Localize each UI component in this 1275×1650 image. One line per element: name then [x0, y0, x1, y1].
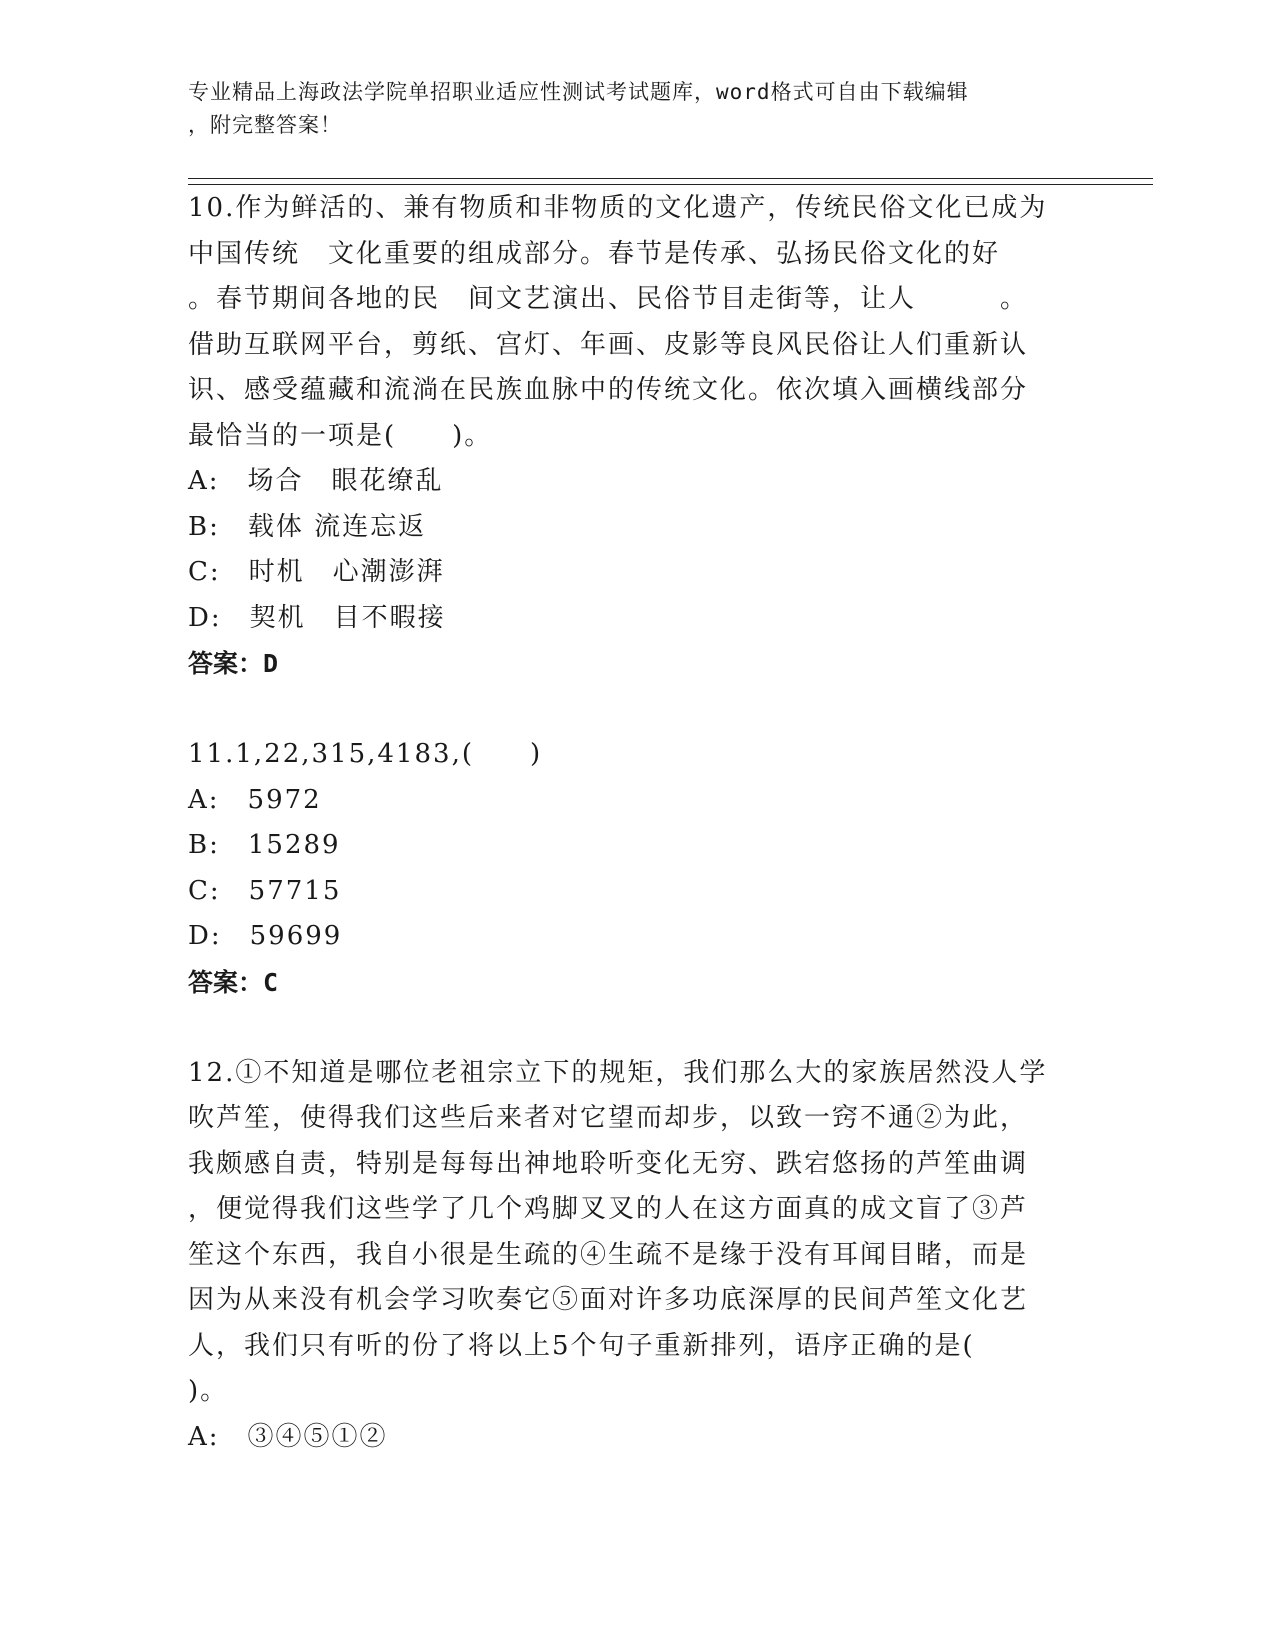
question-text-line: 最恰当的一项是( )。	[188, 420, 493, 451]
question-text-line: 笙这个东西，我自小很是生疏的④生疏不是缘于没有耳闻目睹，而是	[188, 1239, 1029, 1270]
question-text-line: 吹芦笙，使得我们这些后来者对它望而却步，以致一窍不通②为此，	[188, 1103, 1029, 1133]
header-divider-bottom	[188, 184, 1153, 185]
option-c: C: 时机 心潮澎湃	[188, 557, 445, 587]
question-10	[188, 186, 1088, 687]
header-line-2: ，附完整答案！	[188, 113, 342, 137]
question-text-line: ，便觉得我们这些学了几个鸡脚叉叉的人在这方面真的成文盲了③芦	[188, 1194, 1029, 1224]
question-text-line: 10.作为鲜活的、兼有物质和非物质的文化遗产，传统民俗文化已成为	[188, 193, 1048, 223]
document-header	[188, 76, 1068, 142]
question-text-line: )。	[188, 1376, 229, 1406]
question-text-line: 12.①不知道是哪位老祖宗立下的规矩，我们那么大的家族居然没人学	[188, 1057, 1048, 1088]
question-text-line: 11.1,22,315,4183,( )	[188, 739, 543, 769]
option-d: D: 59699	[188, 921, 343, 951]
option-a: A: 场合 眼花缭乱	[188, 466, 444, 496]
question-list	[188, 186, 1088, 1460]
question-text-line: 。春节期间各地的民 间文艺演出、民俗节目走街等，让人 。	[188, 284, 1029, 314]
question-text-line: 我颇感自责，特别是每每出神地聆听变化无穷、跌宕悠扬的芦笙曲调	[188, 1148, 1029, 1179]
option-d: D: 契机 目不暇接	[188, 602, 446, 633]
question-text-line: 因为从来没有机会学习吹奏它⑤面对许多功底深厚的民间芦笙文化艺	[188, 1285, 1029, 1315]
spacer	[188, 687, 1088, 733]
answer-line: 答案：C	[188, 967, 279, 997]
question-text-line: 人，我们只有听的份了将以上5个句子重新排列，语序正确的是(	[188, 1330, 975, 1361]
option-c: C: 57715	[188, 875, 342, 906]
question-text-line: 识、感受蕴藏和流淌在民族血脉中的传统文化。依次填入画横线部分	[188, 375, 1029, 405]
question-text-line: 中国传统 文化重要的组成部分。春节是传承、弘扬民俗文化的好	[188, 238, 1001, 269]
option-a: A: ③④⑤①②	[188, 1421, 388, 1452]
option-b: B: 15289	[188, 830, 341, 860]
header-line-1: 专业精品上海政法学院单招职业适应性测试考试题库，word格式可自由下载编辑	[188, 80, 969, 104]
answer-line: 答案：D	[188, 649, 279, 678]
header-divider-top	[188, 178, 1153, 179]
question-11	[188, 732, 1088, 1005]
spacer	[188, 1005, 1088, 1051]
option-a: A: 5972	[188, 784, 322, 815]
option-b: B: 载体 流连忘返	[188, 511, 427, 542]
question-12	[188, 1051, 1088, 1461]
question-text-line: 借助互联网平台，剪纸、宫灯、年画、皮影等良风民俗让人们重新认	[188, 329, 1029, 360]
